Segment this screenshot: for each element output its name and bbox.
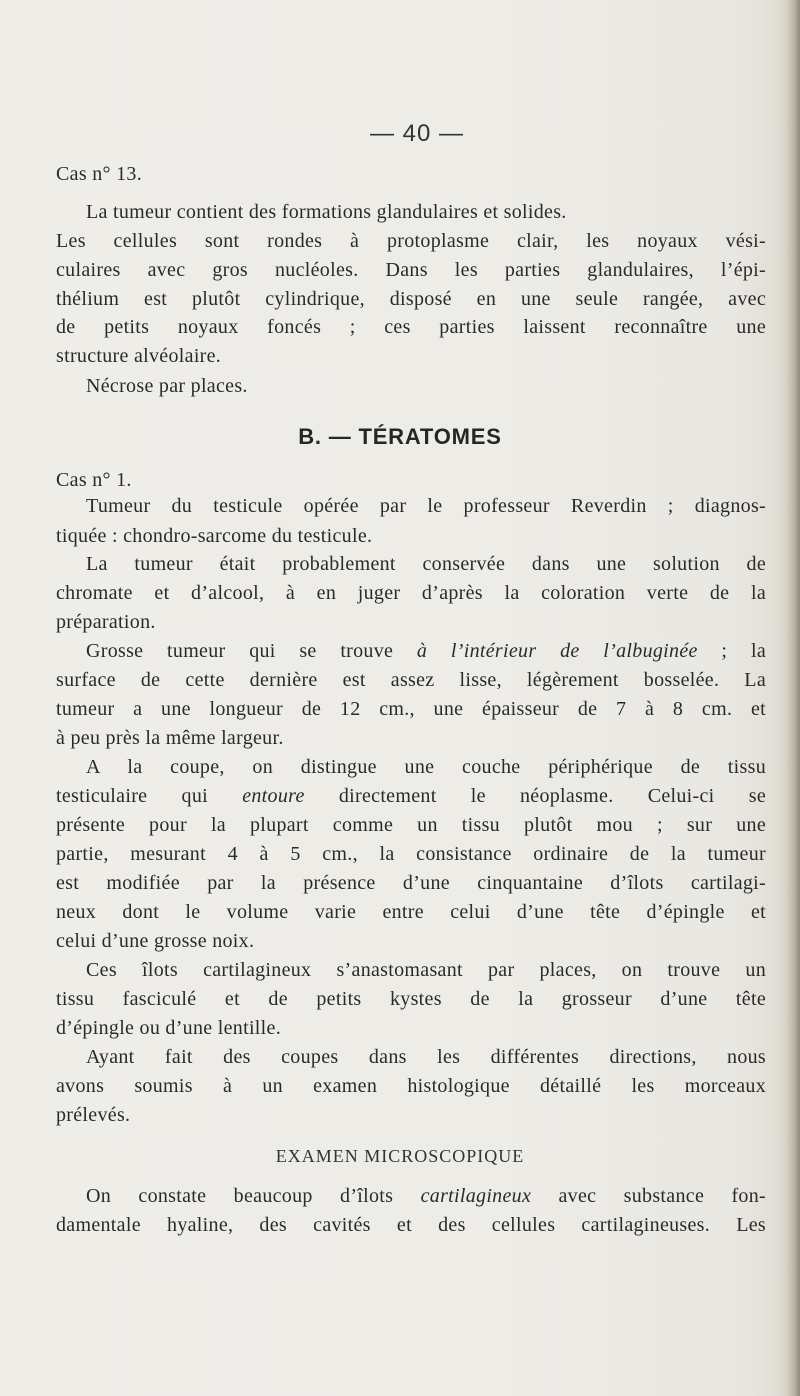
coupe-line-2-italic: entoure — [242, 785, 305, 807]
coupe-line-2-end: directement le néoplasme. Celui-ci se — [304, 785, 766, 807]
coupe-line-2 — [56, 782, 766, 810]
exam-line-1-italic: cartilagineux — [420, 1185, 532, 1207]
section-heading: B. — TÉRATOMES — [298, 424, 502, 449]
coupe-line-1: A la coupe, on distingue une couche périphérique de tissu — [86, 756, 766, 778]
grosse-line-1-start: Grosse tumeur qui se trouve — [86, 640, 417, 662]
case-13-label: Cas n° 13. — [56, 163, 142, 185]
grosse-line-1-italic: à l’intérieur de l’albuginée — [416, 640, 698, 662]
case-1-line-2: tiquée : chondro-sarcome du testicule. — [56, 525, 373, 547]
coupe-line-4: partie, mesurant 4 à 5 cm., la consistance ordinaire de la tumeur — [56, 843, 766, 865]
ilots-line-3: d’épingle ou d’une lentille. — [56, 1017, 282, 1039]
ayant-line-1: Ayant fait des coupes dans les différentes directions, nous — [86, 1046, 766, 1068]
page-edge-shadow — [778, 0, 800, 1396]
ayant-line-3: prélevés. — [56, 1104, 131, 1126]
exam-heading: EXAMEN MICROSCOPIQUE — [275, 1146, 525, 1166]
coupe-line-2-start: testiculaire qui — [56, 785, 243, 807]
grosse-line-4: à peu près la même largeur. — [56, 727, 284, 749]
grosse-line-2: surface de cette dernière est assez lisse, légèrement bosselée. La — [56, 669, 766, 691]
page-number: — 40 — — [370, 120, 465, 147]
coupe-line-5: est modifiée par la présence d’une cinquantaine d’îlots cartilagi- — [56, 872, 766, 894]
case-13-line-5: de petits noyaux foncés ; ces parties laissent reconnaître une — [56, 316, 766, 338]
grosse-line-1-end: ; la — [697, 640, 766, 662]
ilots-line-1: Ces îlots cartilagineux s’anastomasant par places, on trouve un — [86, 959, 766, 981]
case-1-line-4: chromate et d’alcool, à en juger d’après la coloration verte de la — [56, 582, 766, 604]
grosse-line-3: tumeur a une longueur de 12 cm., une épaisseur de 7 à 8 cm. et — [56, 698, 766, 720]
coupe-line-7: celui d’une grosse noix. — [56, 930, 255, 952]
coupe-line-6: neux dont le volume varie entre celui d’une tête d’épingle et — [56, 901, 766, 923]
case-13-line-6: structure alvéolaire. — [56, 345, 222, 367]
case-13-line-3: culaires avec gros nucléoles. Dans les parties glandulaires, l’épi- — [56, 259, 766, 281]
case-13-line-4: thélium est plutôt cylindrique, disposé en une seule rangée, avec — [56, 288, 766, 310]
case-1-label: Cas n° 1. — [56, 469, 132, 491]
case-1-line-5: préparation. — [56, 611, 156, 633]
case-1-line-1: Tumeur du testicule opérée par le professeur Reverdin ; diagnos- — [86, 495, 766, 517]
exam-line-1-start: On constate beaucoup d’îlots — [86, 1185, 421, 1207]
case-13-line-1: La tumeur contient des formations glandulaires et solides. — [86, 201, 567, 223]
ilots-line-2: tissu fasciculé et de petits kystes de la grosseur d’une tête — [56, 988, 766, 1010]
case-1-line-3: La tumeur était probablement conservée dans une solution de — [86, 553, 766, 575]
exam-line-2: damentale hyaline, des cavités et des cellules cartilagineuses. Les — [56, 1214, 766, 1236]
exam-line-1 — [86, 1182, 766, 1210]
grosse-line-1 — [86, 637, 766, 665]
exam-line-1-end: avec substance fon- — [531, 1185, 766, 1207]
case-13-line-7: Nécrose par places. — [86, 375, 248, 397]
ayant-line-2: avons soumis à un examen histologique détaillé les morceaux — [56, 1075, 766, 1097]
coupe-line-3: présente pour la plupart comme un tissu plutôt mou ; sur une — [56, 814, 766, 836]
case-13-line-2: Les cellules sont rondes à protoplasme clair, les noyaux vési- — [56, 230, 766, 252]
